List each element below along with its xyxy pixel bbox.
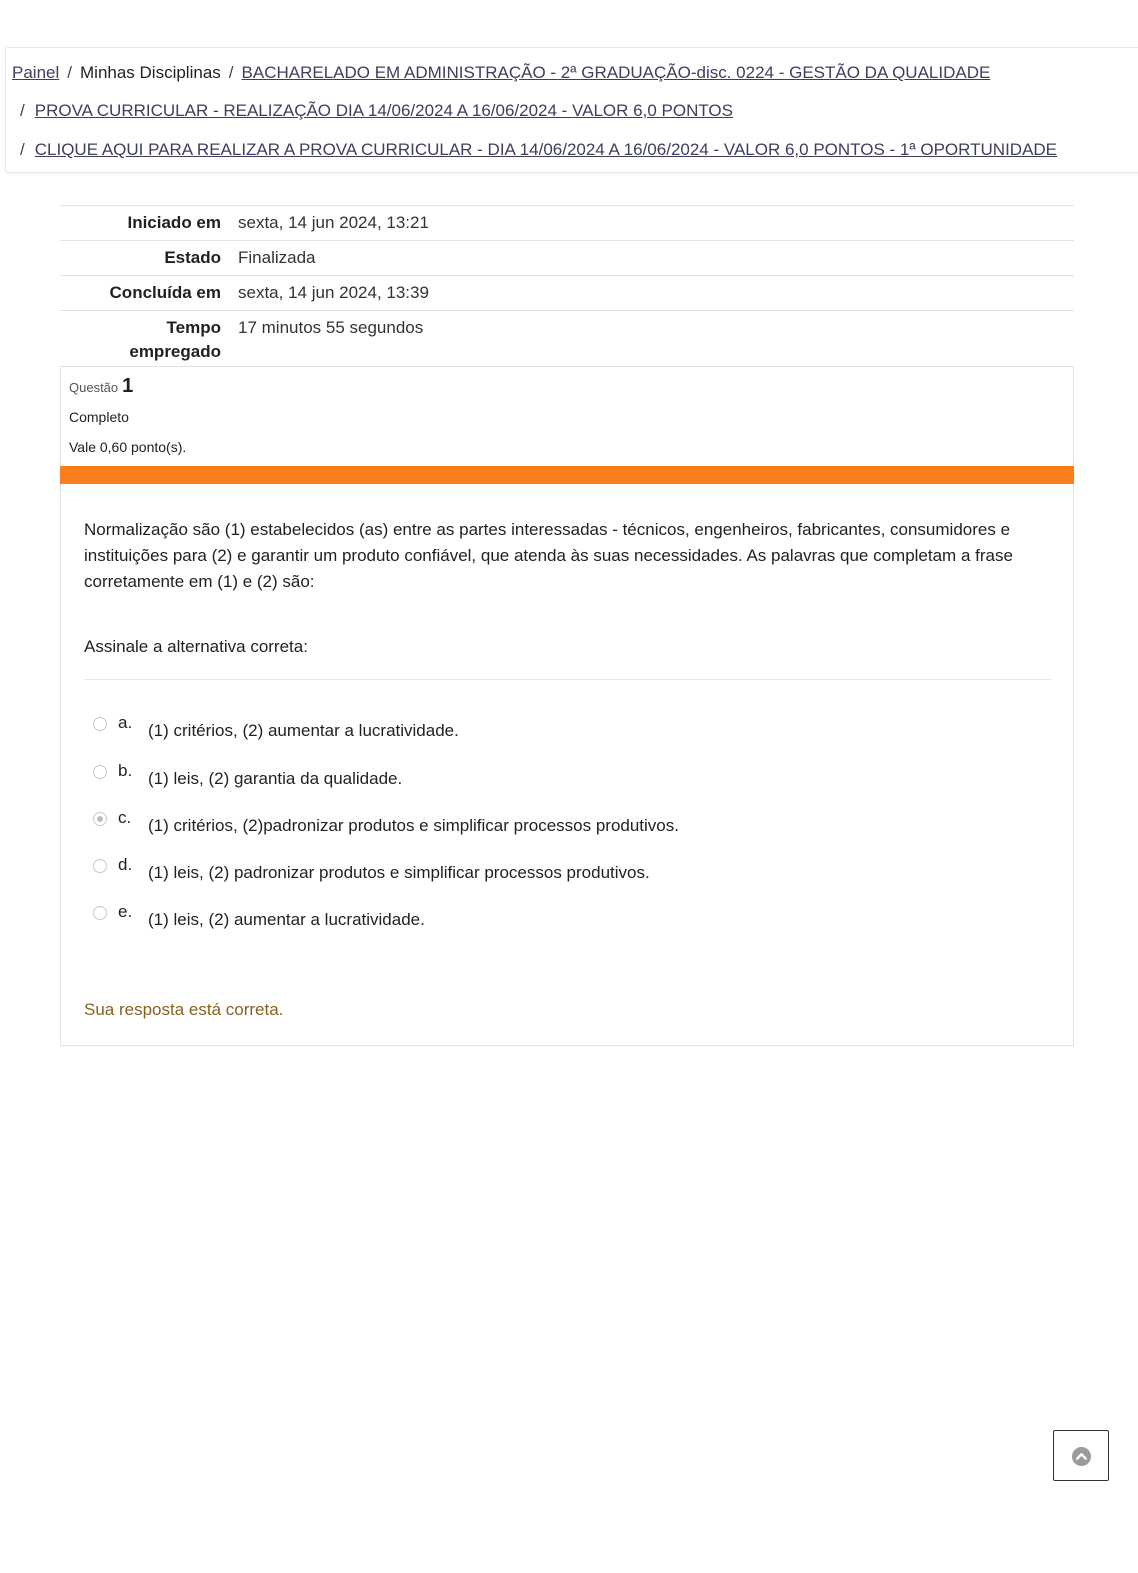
radio-button[interactable] (93, 765, 107, 779)
option-text: (1) critérios, (2)padronizar produtos e simplificar processos produtivos. (148, 816, 679, 835)
summary-value: 17 minutos 55 segundos (238, 318, 424, 337)
breadcrumb-section-link[interactable]: PROVA CURRICULAR - REALIZAÇÃO DIA 14/06/2024 A 16/06/2024 - VALOR 6,0 PONTOS (34, 101, 733, 120)
radio-button[interactable] (93, 859, 107, 873)
question-prompt: Assinale a alternativa correta: (84, 637, 308, 656)
scroll-to-top-button[interactable] (1053, 1430, 1109, 1481)
attempt-summary-table (60, 205, 1074, 369)
question-number-value: 1 (122, 375, 134, 397)
option-letter: e. (118, 902, 133, 921)
summary-label: Concluída em (109, 283, 221, 302)
summary-value: sexta, 14 jun 2024, 13:21 (238, 213, 429, 232)
summary-value: Finalizada (238, 248, 316, 267)
summary-label-line: Tempo (166, 318, 221, 337)
summary-row-time (60, 311, 1074, 369)
breadcrumb-separator: / (20, 101, 25, 120)
breadcrumb-separator: / (228, 63, 234, 82)
breadcrumb (5, 47, 1138, 173)
summary-value: sexta, 14 jun 2024, 13:39 (238, 283, 429, 302)
question-label: Questão (69, 380, 119, 395)
breadcrumb-separator: / (67, 63, 72, 82)
summary-row-state (60, 241, 1074, 276)
summary-label: Iniciado em (127, 213, 221, 232)
option-letter: b. (118, 761, 133, 780)
summary-label-line: empregado (129, 342, 221, 361)
radio-button[interactable] (93, 906, 107, 920)
summary-row-completed (60, 276, 1074, 311)
radio-button-selected[interactable] (93, 812, 107, 826)
summary-label (60, 311, 238, 369)
option-text: (1) leis, (2) aumentar a lucratividade. (148, 910, 425, 929)
option-text: (1) leis, (2) padronizar produtos e simplificar processos produtivos. (148, 863, 650, 882)
question-accent-bar (60, 466, 1074, 484)
breadcrumb-course-link[interactable]: BACHARELADO EM ADMINISTRAÇÃO - 2ª GRADUAÇÃO-disc. 0224 - GESTÃO DA QUALIDADE (241, 63, 991, 82)
question-feedback: Sua resposta está correta. (84, 1000, 284, 1019)
divider (84, 679, 1051, 680)
question-state: Completo (69, 409, 129, 425)
question-number (69, 375, 133, 398)
question-grade: Vale 0,60 ponto(s). (69, 439, 187, 455)
radio-button[interactable] (93, 717, 107, 731)
breadcrumb-quiz-link[interactable]: CLIQUE AQUI PARA REALIZAR A PROVA CURRICULAR - DIA 14/06/2024 A 16/06/2024 - VALOR 6,0 PONTOS - 1ª OPORTUNIDADE (34, 140, 1058, 159)
option-letter: d. (118, 855, 133, 874)
breadcrumb-home-link[interactable]: Painel (12, 63, 60, 82)
question-content (60, 484, 1074, 1046)
option-text: (1) critérios, (2) aumentar a lucratividade. (148, 721, 459, 740)
option-letter: c. (118, 808, 132, 827)
summary-label: Estado (164, 248, 221, 267)
question-text: Normalização são (1) estabelecidos (as) entre as partes interessadas - técnicos, engenheiros, fabricantes, consumidores e instituições para (2) e garantir um produto confiável, que atenda às suas necessidades. As palavras que completam a frase corretamente em (1) e (2) são: (84, 520, 1013, 591)
option-text: (1) leis, (2) garantia da qualidade. (148, 769, 403, 788)
breadcrumb-separator: / (20, 140, 25, 159)
breadcrumb-courses: Minhas Disciplinas (80, 63, 221, 82)
question-info-panel (60, 366, 1074, 466)
summary-row-started (60, 206, 1074, 241)
chevron-up-circle-icon (1072, 1447, 1091, 1466)
option-letter: a. (118, 713, 133, 732)
